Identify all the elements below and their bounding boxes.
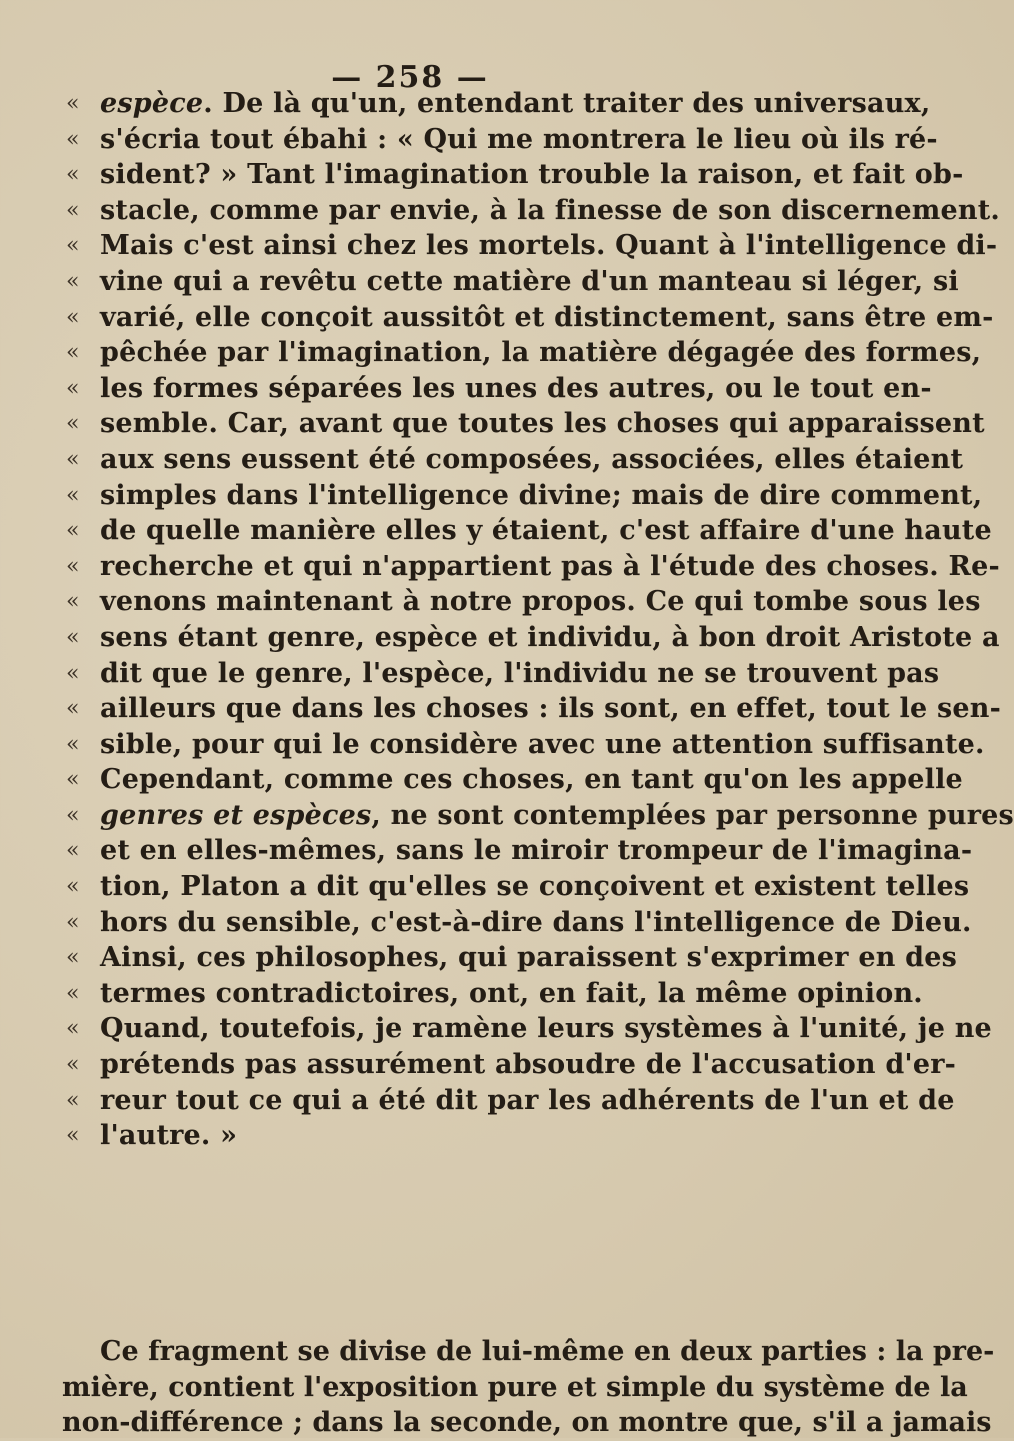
quote-mark: « (66, 411, 80, 437)
quoted-line (0, 1118, 800, 1154)
quoted-line-text: Quand, toutefois, je ramène leurs systèmes à l'unité, je ne (100, 1013, 992, 1045)
quoted-line-text: Cependant, comme ces choses, en tant qu'on les appelle (100, 764, 963, 796)
quote-mark: « (66, 304, 80, 330)
quoted-line-text: simples dans l'intelligence divine; mais de dire comment, (100, 479, 983, 511)
quote-mark: « (66, 589, 80, 615)
quoted-line-text: varié, elle conçoit aussitôt et distinctement, sans être em- (100, 301, 994, 333)
quoted-line-text: vine qui a revêtu cette matière d'un manteau si léger, si (100, 265, 959, 297)
quoted-line-text: reur tout ce qui a été dit par les adhérents de l'un et de (100, 1084, 955, 1116)
quoted-line-text: semble. Car, avant que toutes les choses qui apparaissent (100, 408, 985, 440)
quoted-line-text: dit que le genre, l'espèce, l'individu ne se trouvent pas (100, 657, 940, 689)
quote-mark: « (66, 553, 80, 579)
quote-mark: « (66, 91, 80, 116)
quoted-line (0, 940, 957, 976)
quoted-line (0, 798, 1014, 834)
quote-mark: « (66, 624, 80, 650)
quoted-line-text: Mais c'est ainsi chez les mortels. Quant à l'intelligence di- (100, 230, 998, 262)
quoted-line (0, 193, 1000, 229)
quoted-line-text: s'écria tout ébahi : « Qui me montrera le lieu où ils ré- (100, 123, 938, 155)
quoted-line (0, 264, 959, 300)
quoted-line-text: et en elles-mêmes, sans le miroir trompeur de l'imagina- (100, 835, 973, 867)
quoted-line-text: prétends pas assurément absoudre de l'accusation d'er- (100, 1049, 957, 1081)
quoted-line-text: de quelle manière elles y étaient, c'est affaire d'une haute (100, 515, 992, 547)
quote-mark: « (66, 909, 80, 935)
quote-mark: « (66, 731, 80, 757)
quoted-line (0, 371, 932, 407)
quoted-line-text: l'autre. » (100, 1120, 238, 1152)
quoted-line (0, 905, 972, 941)
quote-mark: « (66, 767, 80, 793)
quoted-line-text: aux sens eussent été composées, associées, elles étaient (100, 443, 964, 475)
quoted-line (0, 727, 985, 763)
quoted-line-text: espèce. De là qu'un, entendant traiter des universaux, (100, 88, 931, 119)
quoted-line (0, 620, 1000, 656)
quoted-line (0, 513, 992, 549)
quoted-line-text: tion, Platon a dit qu'elles se conçoivent et existent telles (100, 871, 970, 903)
quoted-line-text: genres et espèces, ne sont contemplées par personne pures (100, 799, 1014, 831)
quote-mark: « (66, 482, 80, 508)
quoted-line (0, 1083, 955, 1119)
quote-mark: « (66, 1052, 80, 1078)
quote-mark: « (66, 1087, 80, 1113)
quoted-line (0, 478, 983, 514)
quote-mark: « (66, 874, 80, 900)
quote-mark: « (66, 696, 80, 722)
quote-mark: « (66, 162, 80, 188)
quoted-line (0, 1011, 992, 1047)
paragraph-line (0, 1405, 992, 1441)
quote-mark: « (66, 1016, 80, 1042)
quoted-line (0, 157, 964, 193)
quote-mark: « (66, 340, 80, 366)
quoted-line-text: sible, pour qui le considère avec une attention suffisante. (100, 728, 985, 760)
quote-mark: « (66, 233, 80, 259)
closing-paragraph (0, 1334, 995, 1441)
quoted-line-text: hors du sensible, c'est-à-dire dans l'intelligence de Dieu. (100, 906, 972, 938)
quoted-line (0, 86, 931, 122)
quoted-passage (0, 86, 1014, 1154)
quoted-line (0, 442, 964, 478)
quoted-line (0, 549, 1000, 585)
quote-mark: « (66, 268, 80, 294)
quote-mark: « (66, 1123, 80, 1149)
quoted-line-text: sident? » Tant l'imagination trouble la raison, et fait ob- (100, 159, 964, 191)
quoted-line (0, 1047, 957, 1083)
quoted-line (0, 335, 982, 371)
quoted-line (0, 228, 998, 264)
quote-mark: « (66, 126, 80, 152)
quoted-line (0, 976, 923, 1012)
quote-mark: « (66, 980, 80, 1006)
paragraph-line (0, 1370, 968, 1406)
quoted-line-text: ailleurs que dans les choses : ils sont, en effet, tout le sen- (100, 693, 1001, 725)
quote-mark: « (66, 518, 80, 544)
quoted-line-text: pêchée par l'imagination, la matière dégagée des formes, (100, 337, 982, 369)
quote-mark: « (66, 945, 80, 971)
quoted-line (0, 762, 963, 798)
quoted-line-text: termes contradictoires, ont, en fait, la même opinion. (100, 977, 923, 1009)
quote-mark: « (66, 197, 80, 223)
quoted-line (0, 406, 985, 442)
quoted-line (0, 122, 938, 158)
paragraph-line-text: mière, contient l'exposition pure et simple du système de la (62, 1371, 968, 1403)
quote-mark: « (66, 446, 80, 472)
quoted-line-text: Ainsi, ces philosophes, qui paraissent s'exprimer en des (100, 942, 957, 974)
quote-mark: « (66, 838, 80, 864)
quoted-line-text: sens étant genre, espèce et individu, à bon droit Aristote a (100, 621, 1000, 653)
paragraph-line-text: Ce fragment se divise de lui-même en deux parties : la pre- (100, 1336, 995, 1367)
quoted-line (0, 691, 1001, 727)
quoted-line (0, 656, 940, 692)
quoted-line (0, 833, 973, 869)
paragraph-line (0, 1334, 995, 1370)
paragraph-line-text: non-différence ; dans la seconde, on montre que, s'il a jamais (62, 1407, 992, 1439)
quoted-line-text: venons maintenant à notre propos. Ce qui tombe sous les (100, 586, 981, 618)
quoted-line-text: stacle, comme par envie, à la finesse de son discernement. (100, 194, 1000, 226)
quoted-line-text: les formes séparées les unes des autres, ou le tout en- (100, 372, 932, 404)
page-number: — 258 — (331, 60, 489, 95)
quoted-line-text: recherche et qui n'appartient pas à l'étude des choses. Re- (100, 550, 1000, 582)
quoted-line (0, 584, 981, 620)
quote-mark: « (66, 660, 80, 686)
quoted-line (0, 869, 970, 905)
quote-mark: « (66, 375, 80, 401)
quote-mark: « (66, 802, 80, 828)
quoted-line (0, 300, 994, 336)
